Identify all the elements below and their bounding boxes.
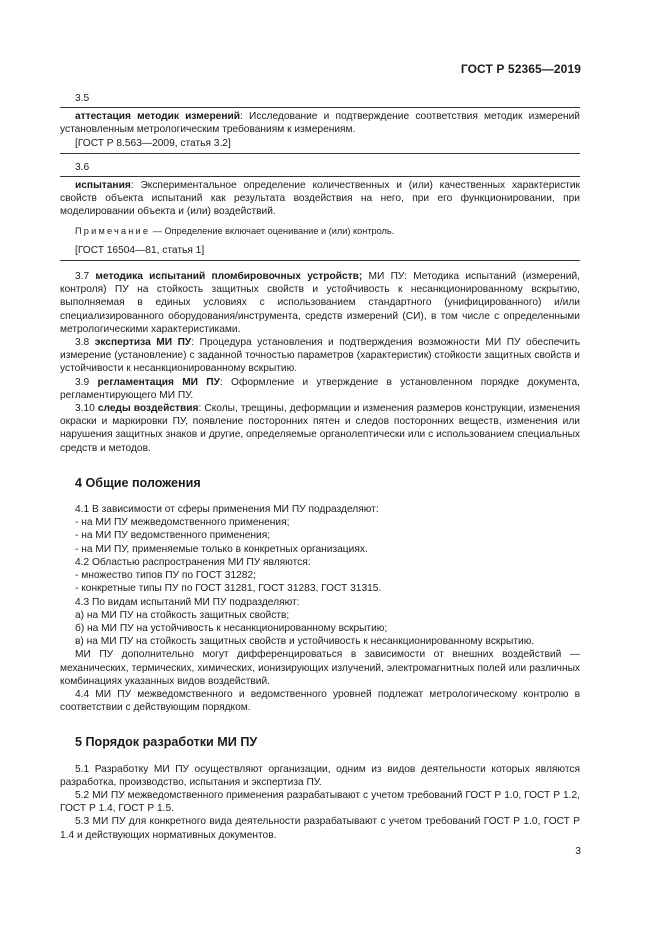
term-name: регламентация МИ ПУ [97, 376, 220, 388]
term-definition: : Оформление и утверждение в установленном порядке документа, регламентирующего МИ ПУ. [60, 376, 580, 401]
term-definition: : Исследование и подтверждение соответствия методик измерений установленным метрологическим требованиям к измерениям. [60, 111, 580, 136]
list-item: а) на МИ ПУ на стойкость защитных свойств; [75, 609, 290, 621]
page-number: 3 [575, 846, 581, 857]
term-paragraph-3-8 [60, 336, 580, 376]
term-definition: : Процедура установления и подтверждения возможности МИ ПУ обеспечить измерение (установление) с заданной точностью параметров (характеристик) стойкости защитных свойств и устойчивости к несанкционированному вскрытию. [60, 337, 581, 375]
term-name: следы воздействия [97, 403, 199, 415]
term-source: [ГОСТ Р 8.563—2009, статья 3.2] [75, 137, 231, 149]
list-item: - на МИ ПУ ведомственного применения; [75, 530, 271, 542]
term-paragraph-3-7 [60, 270, 580, 336]
term-source: [ГОСТ 16504—81, статья 1] [75, 244, 205, 256]
term-definition: : Экспериментальное определение количественных и (или) качественных характеристик свойств объекта испытаний как результата воздействия на него, при его функционировании, при моделировании объекта и (или) воздействий. [60, 180, 580, 218]
term-name: методика испытаний пломбировочных устройств; [95, 271, 363, 283]
note-label: Примечание [75, 225, 151, 236]
paragraph: МИ ПУ дополнительно могут дифференцироваться в зависимости от внешних воздействий — механических, термических, химических, ионизирующих излучений, электромагнитных полей или различных комбинациях указанных видов воздействий. [60, 649, 580, 687]
term-number: 3.7 [75, 271, 90, 283]
term-number: 3.10 [75, 403, 95, 415]
list-item: в) на МИ ПУ на стойкость защитных свойств и устойчивость к несанкционированному вскрытию. [75, 636, 535, 648]
paragraph: 5.1 Разработку МИ ПУ осуществляют организации, одним из видов деятельности которых являются разработка, производство, испытания и экспертиза ПУ. [60, 763, 580, 788]
term-paragraph [60, 179, 580, 219]
term-name: экспертиза МИ ПУ [94, 337, 192, 349]
term-number: 3.5 [75, 93, 90, 104]
list-item: 4.1 В зависимости от сферы применения МИ ПУ подразделяют: [75, 504, 379, 516]
list-item: - конкретные типы ПУ по ГОСТ 31281, ГОСТ 31283, ГОСТ 31315. [75, 583, 382, 595]
term-abbrev: МИ ПУ [362, 271, 405, 283]
main-content [60, 92, 580, 842]
term-box-3-5 [60, 107, 580, 154]
section-heading-4: 4 Общие положения [75, 475, 201, 490]
term-number: 3.9 [75, 376, 90, 388]
term-name: аттестация методик измерений [75, 111, 241, 123]
term-definition: : Методика испытаний (измерений, контроля) ПУ на стойкость защитных свойств и устойчивость к несанкционированному вскрытию, выполняемая в единых условиях с использованием стандартного (унифицированного) и/или специализированного оборудования/инструмента, средств измерений (СИ), в том числе с определенными метрологическими характеристиками. [60, 271, 580, 335]
document-id: ГОСТ Р 52365—2019 [460, 62, 581, 76]
paragraph: 5.3 МИ ПУ для конкретного вида деятельности разрабатывают с учетом требований ГОСТ Р 1.0, ГОСТ Р 1.4 и действующих нормативных документов. [60, 816, 580, 841]
paragraph: 5.2 МИ ПУ межведомственного применения разрабатывают с учетом требований ГОСТ Р 1.0, ГОСТ Р 1.2, ГОСТ Р 1.4, ГОСТ Р 1.5. [60, 789, 580, 815]
term-paragraph [60, 110, 580, 136]
term-note [60, 225, 580, 238]
list-item: б) на МИ ПУ на устойчивость к несанкционированному вскрытию; [75, 622, 388, 634]
term-paragraph-3-10 [60, 402, 580, 455]
term-number: 3.8 [75, 337, 90, 349]
term-definition: : Сколы, трещины, деформации и изменения размеров конструкции, изменения окраски и маркировки ПУ, появление посторонних пятен и следов посторонних веществ, изменения или нарушения защитных знаков и другие, определяемые органолептически или с использованием специальных средств и методов. [60, 403, 581, 454]
paragraph: 4.4 МИ ПУ межведомственного и ведомственного уровней подлежат метрологическому контролю в соответствии с действующим порядком. [60, 688, 580, 714]
list-item: - на МИ ПУ межведомственного применения; [75, 517, 290, 529]
note-text: — Определение включает оценивание и (или) контроль. [150, 225, 395, 236]
list-item: - множество типов ПУ по ГОСТ 31282; [75, 570, 256, 582]
list-item: - на МИ ПУ, применяемые только в конкретных организациях. [75, 543, 368, 555]
list-item: 4.3 По видам испытаний МИ ПУ подразделяют: [75, 596, 300, 608]
term-number: 3.6 [75, 161, 90, 173]
section-heading-5: 5 Порядок разработки МИ ПУ [75, 735, 258, 750]
term-paragraph-3-9 [60, 376, 580, 402]
list-item: 4.2 Областью распространения МИ ПУ являются: [75, 556, 311, 568]
term-box-3-6 [60, 176, 580, 261]
term-name: испытания [75, 180, 131, 192]
